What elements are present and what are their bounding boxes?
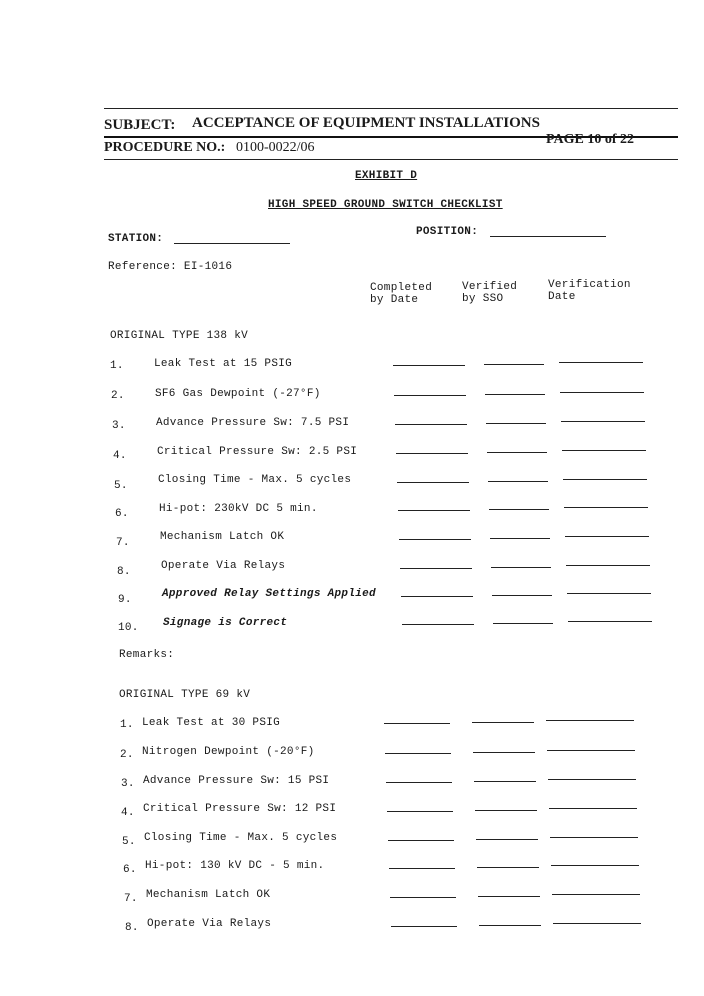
s1-item-3-text: Advance Pressure Sw: 7.5 PSI: [156, 417, 350, 429]
s2-item-7-num: 7.: [124, 893, 138, 905]
s2-item-2-verified[interactable]: [473, 752, 535, 753]
s2-item-1-completed[interactable]: [384, 723, 450, 724]
s2-item-6-date[interactable]: [551, 865, 639, 866]
position-field[interactable]: [490, 236, 606, 237]
s2-item-7-text: Mechanism Latch OK: [146, 889, 271, 901]
s2-item-7-verified[interactable]: [478, 896, 540, 897]
s2-item-7-date[interactable]: [552, 894, 640, 895]
subject-label: SUBJECT:: [104, 117, 176, 133]
s2-item-2-completed[interactable]: [385, 753, 451, 754]
subject-value: ACCEPTANCE OF EQUIPMENT INSTALLATIONS: [192, 115, 540, 131]
s2-item-6-completed[interactable]: [389, 868, 455, 869]
s2-item-8-completed[interactable]: [391, 926, 457, 927]
s1-item-8-verified[interactable]: [491, 567, 551, 568]
s1-item-5-completed[interactable]: [397, 482, 469, 483]
s1-item-1-completed[interactable]: [393, 365, 465, 366]
s1-item-3-verified[interactable]: [486, 423, 546, 424]
s1-item-1-date[interactable]: [559, 362, 643, 363]
s1-item-3-date[interactable]: [561, 421, 645, 422]
s2-item-5-date[interactable]: [550, 837, 638, 838]
column-verification-date: Verification Date: [548, 279, 631, 303]
s1-item-8-text: Operate Via Relays: [161, 560, 286, 572]
s1-item-7-date[interactable]: [565, 536, 649, 537]
s2-item-1-num: 1.: [120, 719, 134, 731]
s2-item-2-date[interactable]: [547, 750, 635, 751]
s1-item-2-num: 2.: [111, 390, 125, 402]
s2-item-4-text: Critical Pressure Sw: 12 PSI: [143, 803, 337, 815]
position-label: POSITION:: [416, 226, 479, 238]
s2-item-1-text: Leak Test at 30 PSIG: [142, 717, 281, 729]
s2-item-3-date[interactable]: [548, 779, 636, 780]
s1-item-9-completed[interactable]: [401, 596, 473, 597]
s1-item-6-verified[interactable]: [489, 509, 549, 510]
station-field[interactable]: [174, 243, 290, 244]
s1-item-9-num: 9.: [118, 594, 132, 606]
s1-item-1-verified[interactable]: [484, 364, 544, 365]
s1-item-3-completed[interactable]: [395, 424, 467, 425]
s1-item-8-date[interactable]: [566, 565, 650, 566]
header-rule-bottom: [104, 159, 678, 160]
s2-item-4-num: 4.: [121, 807, 135, 819]
remarks-label: Remarks:: [119, 649, 175, 661]
station-label: STATION:: [108, 233, 164, 245]
s1-item-5-verified[interactable]: [488, 481, 548, 482]
s1-item-4-verified[interactable]: [487, 452, 547, 453]
s1-item-1-text: Leak Test at 15 PSIG: [154, 358, 293, 370]
s2-item-6-num: 6.: [123, 864, 137, 876]
s2-item-4-date[interactable]: [549, 808, 637, 809]
s1-item-1-num: 1.: [110, 360, 124, 372]
s2-item-5-completed[interactable]: [388, 840, 454, 841]
s2-item-7-completed[interactable]: [390, 897, 456, 898]
s2-item-6-verified[interactable]: [477, 867, 539, 868]
s1-item-7-num: 7.: [116, 537, 130, 549]
s1-item-6-date[interactable]: [564, 507, 648, 508]
s1-item-5-text: Closing Time - Max. 5 cycles: [158, 474, 352, 486]
s2-item-3-text: Advance Pressure Sw: 15 PSI: [143, 775, 330, 787]
s2-item-2-text: Nitrogen Dewpoint (-20°F): [142, 746, 315, 758]
procedure-value: 0100-0022/06: [236, 140, 315, 155]
s1-item-4-completed[interactable]: [396, 453, 468, 454]
s2-item-8-verified[interactable]: [479, 925, 541, 926]
s1-item-8-completed[interactable]: [400, 568, 472, 569]
s1-item-6-text: Hi-pot: 230kV DC 5 min.: [159, 503, 318, 515]
exhibit-title: EXHIBIT D: [355, 170, 418, 182]
s1-item-6-completed[interactable]: [398, 510, 470, 511]
header-rule-top: [104, 108, 678, 109]
s1-item-9-verified[interactable]: [492, 595, 552, 596]
s2-item-4-verified[interactable]: [475, 810, 537, 811]
s2-item-5-verified[interactable]: [476, 839, 538, 840]
s1-item-10-completed[interactable]: [402, 624, 474, 625]
s2-item-1-verified[interactable]: [472, 722, 534, 723]
s1-item-2-completed[interactable]: [394, 395, 466, 396]
s2-item-1-date[interactable]: [546, 720, 634, 721]
reference-text: Reference: EI-1016: [108, 261, 233, 273]
column-completed: Completed by Date: [370, 282, 433, 306]
s1-item-5-num: 5.: [114, 480, 128, 492]
s1-item-10-num: 10.: [118, 622, 139, 634]
s1-item-10-text: Signage is Correct: [163, 617, 288, 629]
s2-item-3-verified[interactable]: [474, 781, 536, 782]
s2-item-8-num: 8.: [125, 922, 139, 934]
s2-item-8-date[interactable]: [553, 923, 641, 924]
s1-item-4-date[interactable]: [562, 450, 646, 451]
s2-item-6-text: Hi-pot: 130 kV DC - 5 min.: [145, 860, 325, 872]
s1-item-2-verified[interactable]: [485, 394, 545, 395]
s1-item-4-text: Critical Pressure Sw: 2.5 PSI: [157, 446, 358, 458]
s2-item-8-text: Operate Via Relays: [147, 918, 272, 930]
s1-item-2-text: SF6 Gas Dewpoint (-27°F): [155, 388, 321, 400]
section2-heading: ORIGINAL TYPE 69 kV: [119, 689, 251, 701]
s2-item-2-num: 2.: [120, 749, 134, 761]
s1-item-5-date[interactable]: [563, 479, 647, 480]
s2-item-3-completed[interactable]: [386, 782, 452, 783]
procedure-label: PROCEDURE NO.:: [104, 140, 226, 155]
checklist-title: HIGH SPEED GROUND SWITCH CHECKLIST: [268, 199, 503, 211]
column-verified: Verified by SSO: [462, 281, 518, 305]
s1-item-4-num: 4.: [113, 450, 127, 462]
s2-item-5-text: Closing Time - Max. 5 cycles: [144, 832, 338, 844]
s1-item-7-completed[interactable]: [399, 539, 471, 540]
page-number: PAGE 10 of 22: [546, 132, 635, 147]
s1-item-2-date[interactable]: [560, 392, 644, 393]
s2-item-3-num: 3.: [121, 778, 135, 790]
section1-heading: ORIGINAL TYPE 138 kV: [110, 330, 249, 342]
s1-item-9-date[interactable]: [567, 593, 651, 594]
s1-item-9-text: Approved Relay Settings Applied: [162, 588, 376, 600]
s1-item-8-num: 8.: [117, 566, 131, 578]
s2-item-4-completed[interactable]: [387, 811, 453, 812]
s1-item-7-verified[interactable]: [490, 538, 550, 539]
s1-item-7-text: Mechanism Latch OK: [160, 531, 285, 543]
s1-item-10-date[interactable]: [568, 621, 652, 622]
s1-item-10-verified[interactable]: [493, 623, 553, 624]
s1-item-6-num: 6.: [115, 508, 129, 520]
s2-item-5-num: 5.: [122, 836, 136, 848]
s1-item-3-num: 3.: [112, 420, 126, 432]
